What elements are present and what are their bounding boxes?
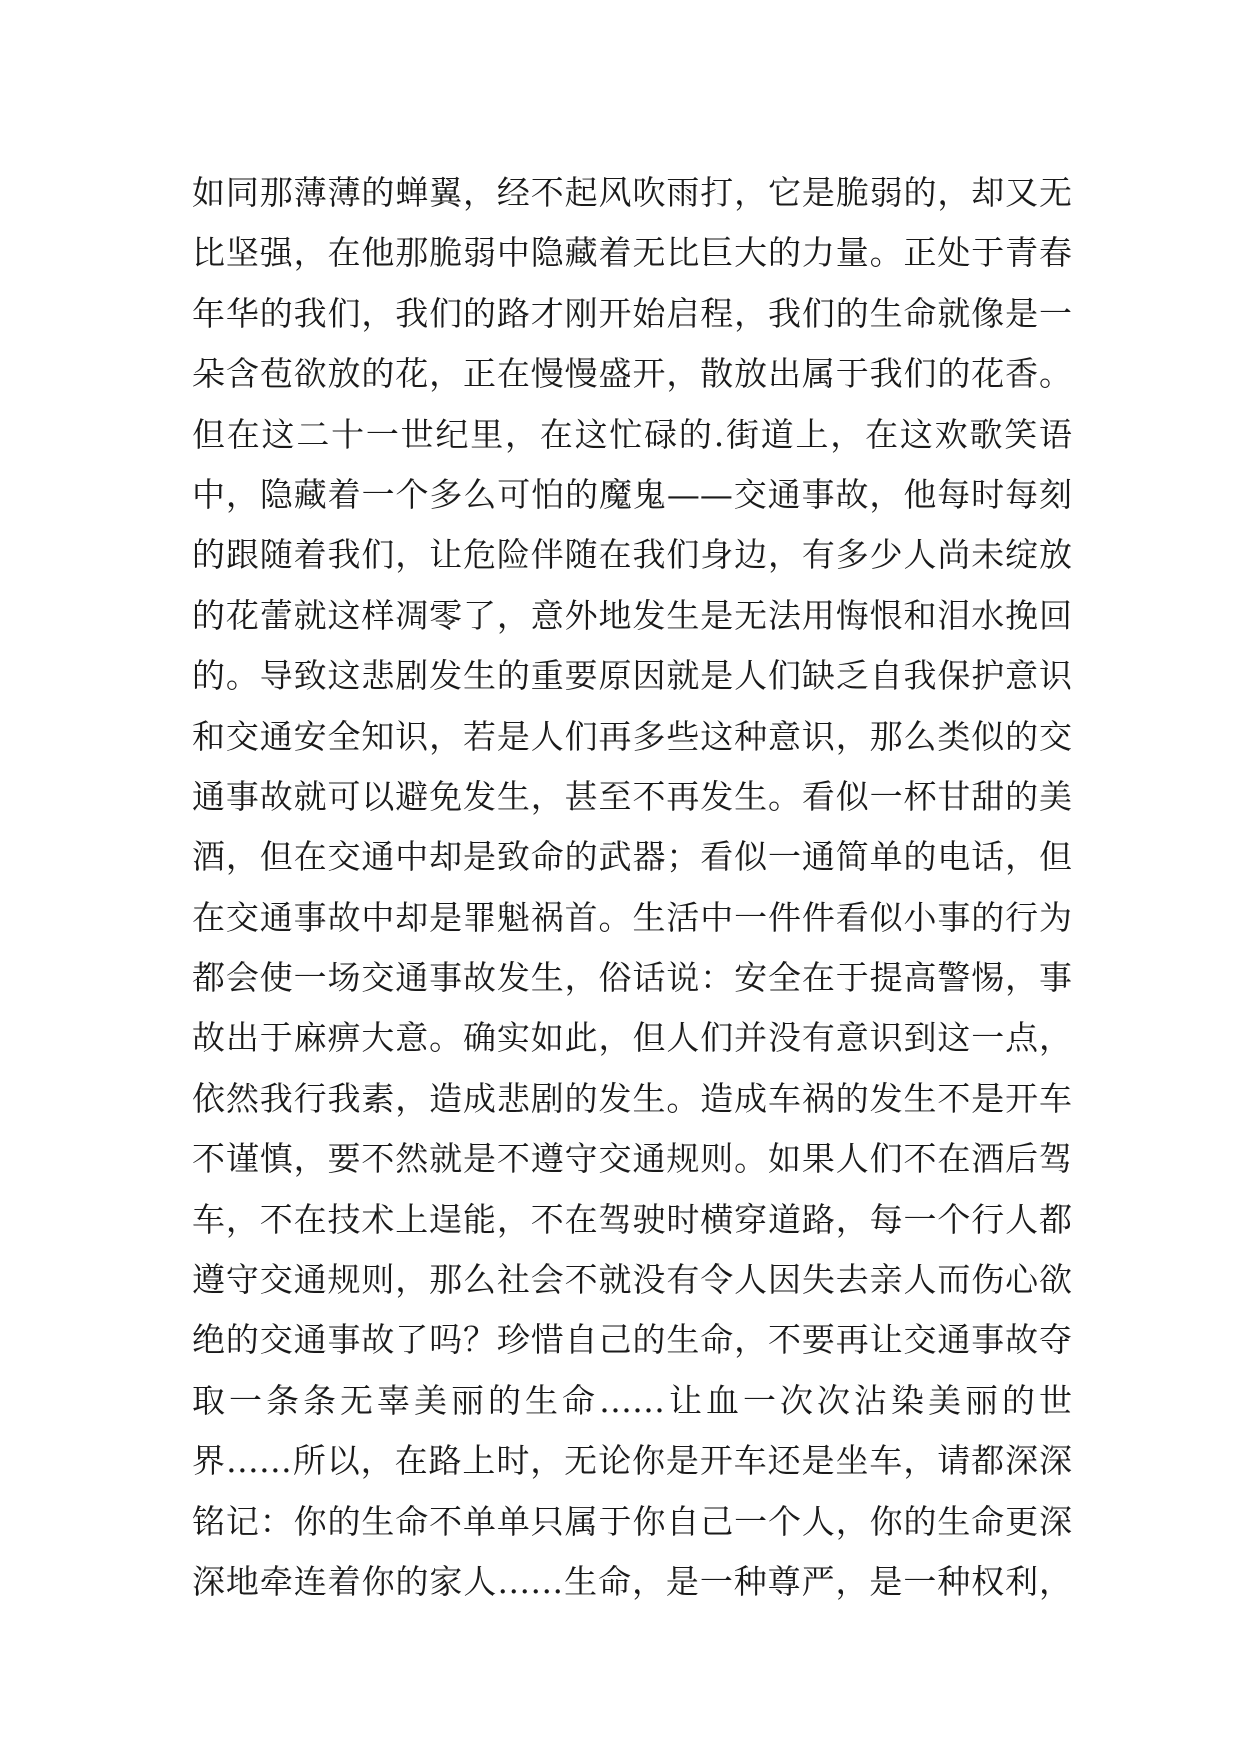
text-line: 但在这二十一世纪里，在这忙碌的.街道上，在这欢歌笑语: [192, 414, 1072, 454]
text-line: 都会使一场交通事故发生，俗话说：安全在于提高警惕，事: [192, 958, 1072, 998]
text-line: 在交通事故中却是罪魁祸首。生活中一件件看似小事的行为: [192, 897, 1072, 937]
text-line: 和交通安全知识，若是人们再多些这种意识，那么类似的交: [192, 716, 1072, 756]
text-line: 年华的我们，我们的路才刚开始启程，我们的生命就像是一: [192, 293, 1072, 333]
text-line: 比坚强，在他那脆弱中隐藏着无比巨大的力量。正处于青春: [192, 233, 1072, 273]
text-line: 深地牵连着你的家人……生命，是一种尊严，是一种权利，: [192, 1561, 1072, 1601]
text-line: 车，不在技术上逞能，不在驾驶时横穿道路，每一个行人都: [192, 1199, 1072, 1239]
text-line: 中，隐藏着一个多么可怕的魔鬼——交通事故，他每时每刻: [192, 474, 1072, 514]
text-line: 朵含苞欲放的花，正在慢慢盛开，散放出属于我们的花香。: [192, 354, 1072, 394]
text-line: 铭记：你的生命不单单只属于你自己一个人，你的生命更深: [192, 1501, 1072, 1541]
text-line: 的花蕾就这样凋零了，意外地发生是无法用悔恨和泪水挽回: [192, 595, 1072, 635]
text-line: 绝的交通事故了吗？珍惜自己的生命，不要再让交通事故夺: [192, 1320, 1072, 1360]
text-line: 的跟随着我们，让危险伴随在我们身边，有多少人尚未绽放: [192, 535, 1072, 575]
text-line: 通事故就可以避免发生，甚至不再发生。看似一杯甘甜的美: [192, 776, 1072, 816]
text-line: 取一条条无辜美丽的生命……让血一次次沾染美丽的世: [192, 1380, 1072, 1420]
text-line: 故出于麻痹大意。确实如此，但人们并没有意识到这一点，: [192, 1018, 1072, 1058]
body-text: [192, 163, 1072, 1612]
text-line: 遵守交通规则，那么社会不就没有令人因失去亲人而伤心欲: [192, 1260, 1072, 1300]
text-line: 的。导致这悲剧发生的重要原因就是人们缺乏自我保护意识: [192, 656, 1072, 696]
text-line: 依然我行我素，造成悲剧的发生。造成车祸的发生不是开车: [192, 1078, 1072, 1118]
text-line: 界……所以，在路上时，无论你是开车还是坐车，请都深深: [192, 1441, 1072, 1481]
text-line: 如同那薄薄的蝉翼，经不起风吹雨打，它是脆弱的，却又无: [192, 173, 1072, 212]
text-line: 酒，但在交通中却是致命的武器；看似一通简单的电话，但: [192, 837, 1072, 877]
text-line: 不谨慎，要不然就是不遵守交通规则。如果人们不在酒后驾: [192, 1139, 1072, 1179]
